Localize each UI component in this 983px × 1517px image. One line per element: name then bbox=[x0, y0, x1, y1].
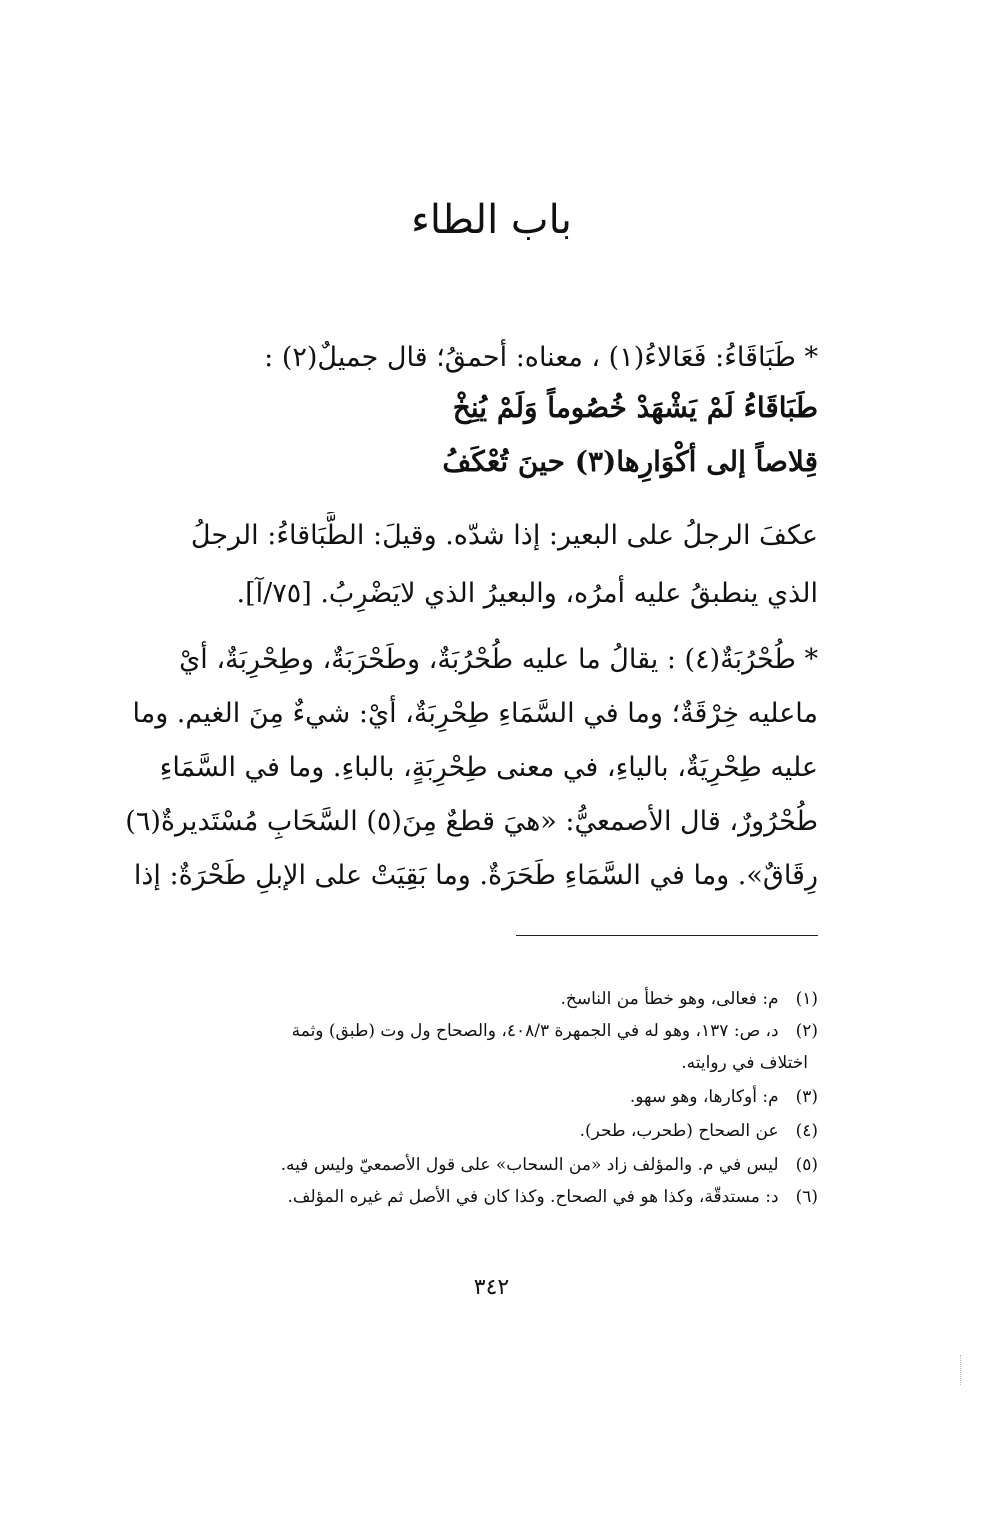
scan-margin-mark bbox=[958, 1355, 961, 1385]
entry-tuhruba-line-5: رِقَاقٌ». وما في السَّمَاءِ طَحَرَةٌ. وما بَقِيَتْ على الإبلِ طَحْرَةٌ: إذا bbox=[133, 860, 818, 891]
footnote-text: م: أوكارها، وهو سهو. bbox=[629, 1087, 779, 1107]
footnote-number: (١) bbox=[795, 989, 818, 1009]
footnote-text: عن الصحاح (طحرب، طحر). bbox=[579, 1121, 779, 1141]
verse-line-2: قِلاصاً إلى أكْوَارِها(٣) حينَ تُعْكَفُ bbox=[442, 445, 818, 478]
footnote bbox=[118, 1182, 818, 1212]
footnote-separator bbox=[516, 935, 818, 936]
entry-tabaqa-heading: * طَبَاقَاءُ: فَعَالاءُ(١) ، معناه: أحمقُ؛ قال جميلٌ(٢) : bbox=[264, 342, 818, 373]
footnote bbox=[118, 1116, 818, 1146]
footnote-continuation bbox=[108, 1048, 808, 1078]
footnote-number: (٤) bbox=[795, 1121, 818, 1141]
chapter-title: باب الطاء bbox=[411, 197, 572, 243]
entry-tuhruba-heading: * طُحْرُبَةٌ(٤) : يقالُ ما عليه طُحْرُبَةٌ، وطَحْرَبَةٌ، وطِحْرِبَةٌ، أيْ bbox=[179, 644, 818, 675]
footnote-number: (٦) bbox=[795, 1187, 818, 1207]
footnote bbox=[118, 1082, 818, 1112]
entry-tabaqa-line-3: الذي ينطبقُ عليه أمرُه، والبعيرُ الذي لايَضْرِبُ. [٧٥/آ]. bbox=[236, 578, 818, 609]
entry-tuhruba-line-4: طُحْرُورٌ، قال الأصمعيُّ: «هيَ قطعٌ مِنَ(٥) السَّحَابِ مُسْتَديرةٌ(٦) bbox=[125, 806, 818, 837]
footnote-text: د: مستدقّة، وكذا هو في الصحاح. وكذا كان في الأصل ثم غيره المؤلف. bbox=[287, 1187, 779, 1207]
entry-tuhruba-line-3: عليه طِحْرِيَةٌ، بالياءِ، في معنى طِحْرِبَةٍ، بالباءِ. وما في السَّمَاءِ bbox=[159, 752, 818, 783]
footnote-text: د، ص: ١٣٧، وهو له في الجمهرة ٤٠٨/٣، والصحاح ول وت (طبق) وثمة bbox=[291, 1021, 779, 1041]
footnote-number: (٢) bbox=[795, 1021, 818, 1041]
page-number: ٣٤٢ bbox=[473, 1275, 510, 1300]
footnote-text: اختلاف في روايته. bbox=[681, 1053, 808, 1073]
footnote-text: م: فعالى، وهو خطأ من الناسخ. bbox=[560, 989, 779, 1009]
footnote-number: (٣) bbox=[795, 1087, 818, 1107]
footnote bbox=[118, 1016, 818, 1046]
footnote-text: ليس في م. والمؤلف زاد «من السحاب» على قول الأصمعيّ وليس فيه. bbox=[280, 1155, 779, 1175]
entry-tabaqa-line-2: عكفَ الرجلُ على البعير: إذا شدّه. وقيلَ: الطَّبَاقاءُ: الرجلُ bbox=[190, 520, 818, 551]
main-text bbox=[118, 0, 818, 930]
footnote bbox=[118, 1150, 818, 1180]
footnote bbox=[118, 984, 818, 1014]
footnote-number: (٥) bbox=[795, 1155, 818, 1175]
entry-tuhruba-line-2: ماعليه خِرْقَةٌ؛ وما في السَّمَاءِ طِحْرِبَةٌ، أيْ: شيءٌ مِنَ الغيم. وما bbox=[132, 698, 818, 729]
verse-line-1: طَبَاقَاءُ لَمْ يَشْهَدْ خُصُوماً وَلَمْ يُنِخْ bbox=[452, 391, 818, 424]
